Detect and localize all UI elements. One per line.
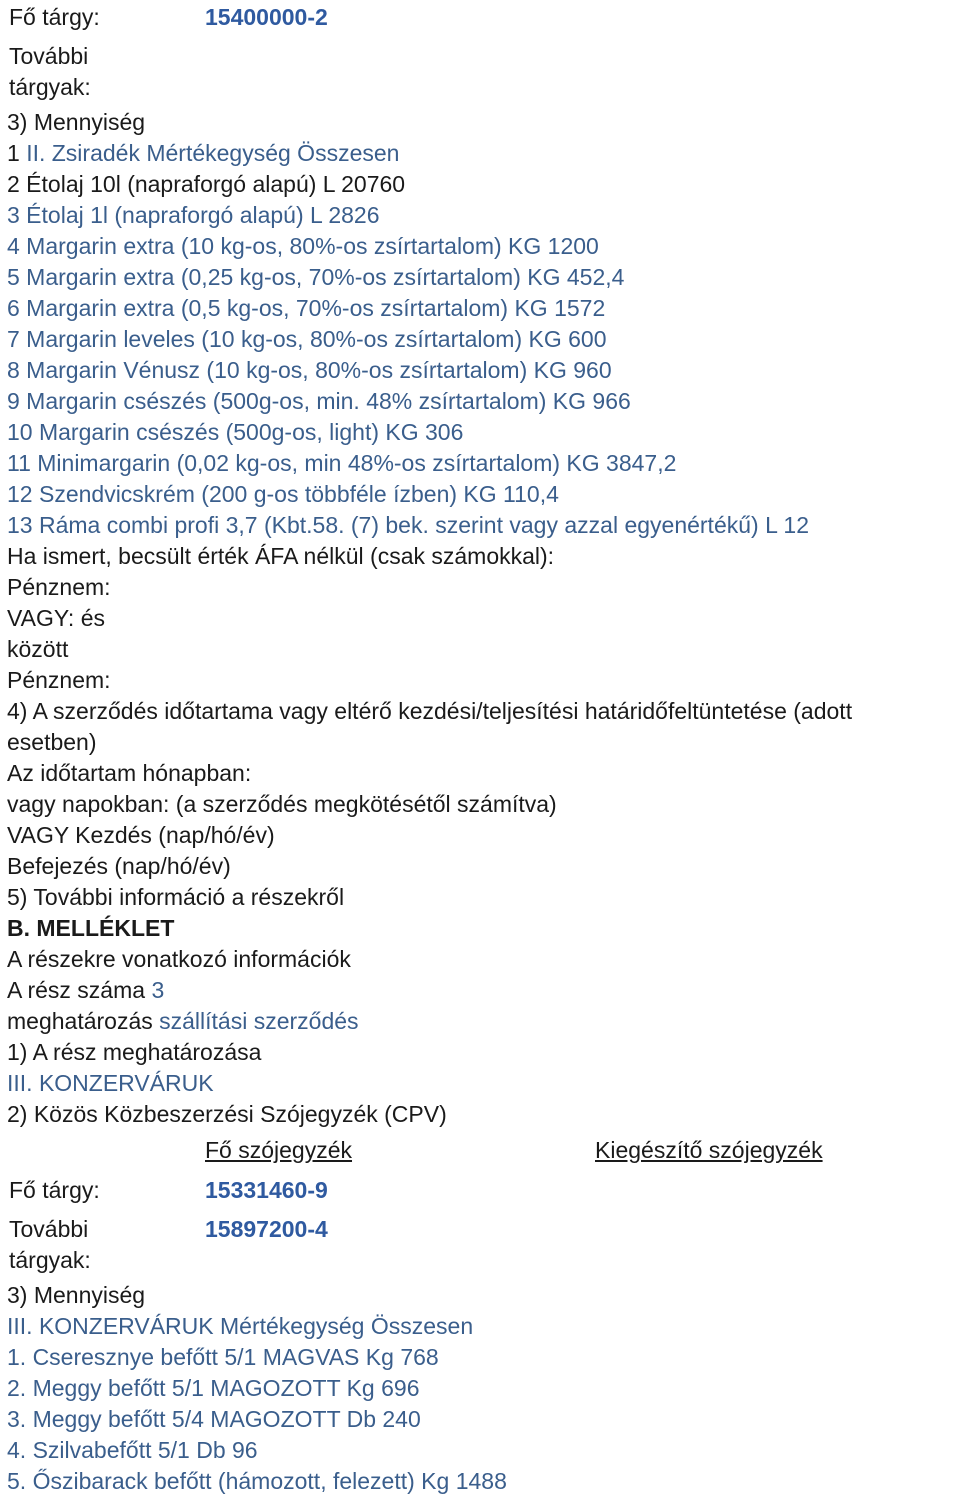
- kozott: között: [7, 636, 69, 662]
- resz-meghatarozasa: 1) A rész meghatározása: [7, 1039, 262, 1065]
- fo-szojegyzek-header: Fő szójegyzék: [205, 1137, 353, 1163]
- vagy-es: VAGY: és: [7, 605, 106, 631]
- list-item: 3 Étolaj 1l (napraforgó alapú) L 2826: [7, 202, 380, 228]
- fo-targy-label: Fő tárgy:: [9, 4, 100, 30]
- end-date: Befejezés (nap/hó/év): [7, 853, 231, 879]
- tovabbi-code: 15897200-4: [205, 1216, 328, 1242]
- items-header-2: III. KONZERVÁRUK Mértékegység Összesen: [7, 1313, 474, 1339]
- list-item: 5 Margarin extra (0,25 kg-os, 70%-os zsírtartalom) KG 452,4: [7, 264, 625, 290]
- fo-targy-label-2: Fő tárgy:: [9, 1177, 100, 1203]
- list-item: 6 Margarin extra (0,5 kg-os, 70%-os zsírtartalom) KG 1572: [7, 295, 606, 321]
- part-name: III. KONZERVÁRUK: [7, 1070, 214, 1096]
- additional-info: 5) További információ a részekről: [7, 884, 345, 910]
- tovabbi-label-2a: További: [9, 1216, 89, 1242]
- penznem-label-2: Pénznem:: [7, 667, 111, 693]
- resz-szama: [7, 976, 164, 1004]
- list-item: 4. Szilvabefőtt 5/1 Db 96: [7, 1437, 258, 1463]
- list-item: 1. Cseresznye befőtt 5/1 MAGVAS Kg 768: [7, 1344, 439, 1370]
- list-item: 10 Margarin csészés (500g-os, light) KG 306: [7, 419, 464, 445]
- items-header: [7, 139, 399, 167]
- fo-targy-code-2: 15331460-9: [205, 1177, 328, 1203]
- list-item: 13 Ráma combi profi 3,7 (Kbt.58. (7) bek. szerint vagy azzal egyenértékű) L 12: [7, 512, 809, 538]
- duration-heading-cont: esetben): [7, 729, 97, 755]
- mennyiseg-heading: 3) Mennyiség: [7, 109, 146, 135]
- list-item: 5. Őszibarack befőtt (hámozott, felezett) Kg 1488: [7, 1468, 507, 1494]
- list-item: 11 Minimargarin (0,02 kg-os, min 48%-os zsírtartalom) KG 3847,2: [7, 450, 677, 476]
- list-item: 9 Margarin csészés (500g-os, min. 48% zsírtartalom) KG 966: [7, 388, 631, 414]
- duration-heading: 4) A szerződés időtartama vagy eltérő kezdési/teljesítési határidőfeltüntetése (adott: [7, 698, 853, 724]
- items-header-text: II. Zsiradék Mértékegység Összesen: [26, 140, 400, 166]
- meghatarozas-value: szállítási szerződés: [159, 1008, 359, 1034]
- list-item: 12 Szendvicskrém (200 g-os többféle ízben) KG 110,4: [7, 481, 559, 507]
- resz-szama-value: 3: [151, 977, 165, 1003]
- list-item: 2. Meggy befőtt 5/1 MAGOZOTT Kg 696: [7, 1375, 420, 1401]
- items-header-prefix: 1: [7, 140, 20, 166]
- fo-targy-code: 15400000-2: [205, 4, 328, 30]
- duration-months: Az időtartam hónapban:: [7, 760, 252, 786]
- annex-title: B. MELLÉKLET: [7, 915, 175, 941]
- becsult-ertek: Ha ismert, becsült érték ÁFA nélkül (csak számokkal):: [7, 543, 555, 569]
- list-item: 8 Margarin Vénusz (10 kg-os, 80%-os zsírtartalom) KG 960: [7, 357, 612, 383]
- list-item: 2 Étolaj 10l (napraforgó alapú) L 20760: [7, 171, 406, 197]
- meghatarozas-label: meghatározás: [7, 1008, 153, 1034]
- cpv-heading: 2) Közös Közbeszerzési Szójegyzék (CPV): [7, 1101, 447, 1127]
- meghatarozas: [7, 1007, 359, 1035]
- list-item: 7 Margarin leveles (10 kg-os, 80%-os zsírtartalom) KG 600: [7, 326, 607, 352]
- annex-info: A részekre vonatkozó információk: [7, 946, 351, 972]
- list-item: 3. Meggy befőtt 5/4 MAGOZOTT Db 240: [7, 1406, 421, 1432]
- list-item: 4 Margarin extra (10 kg-os, 80%-os zsírtartalom) KG 1200: [7, 233, 599, 259]
- tovabbi-label-2: tárgyak:: [9, 74, 91, 100]
- kiegeszito-szojegyzek-header: Kiegészítő szójegyzék: [595, 1137, 823, 1163]
- duration-days: vagy napokban: (a szerződés megkötésétől számítva): [7, 791, 557, 817]
- tovabbi-label-1: További: [9, 43, 89, 69]
- start-date: VAGY Kezdés (nap/hó/év): [7, 822, 275, 848]
- tovabbi-label-2b: tárgyak:: [9, 1247, 91, 1273]
- mennyiseg-heading-2: 3) Mennyiség: [7, 1282, 146, 1308]
- resz-szama-label: A rész száma: [7, 977, 146, 1003]
- penznem-label: Pénznem:: [7, 574, 111, 600]
